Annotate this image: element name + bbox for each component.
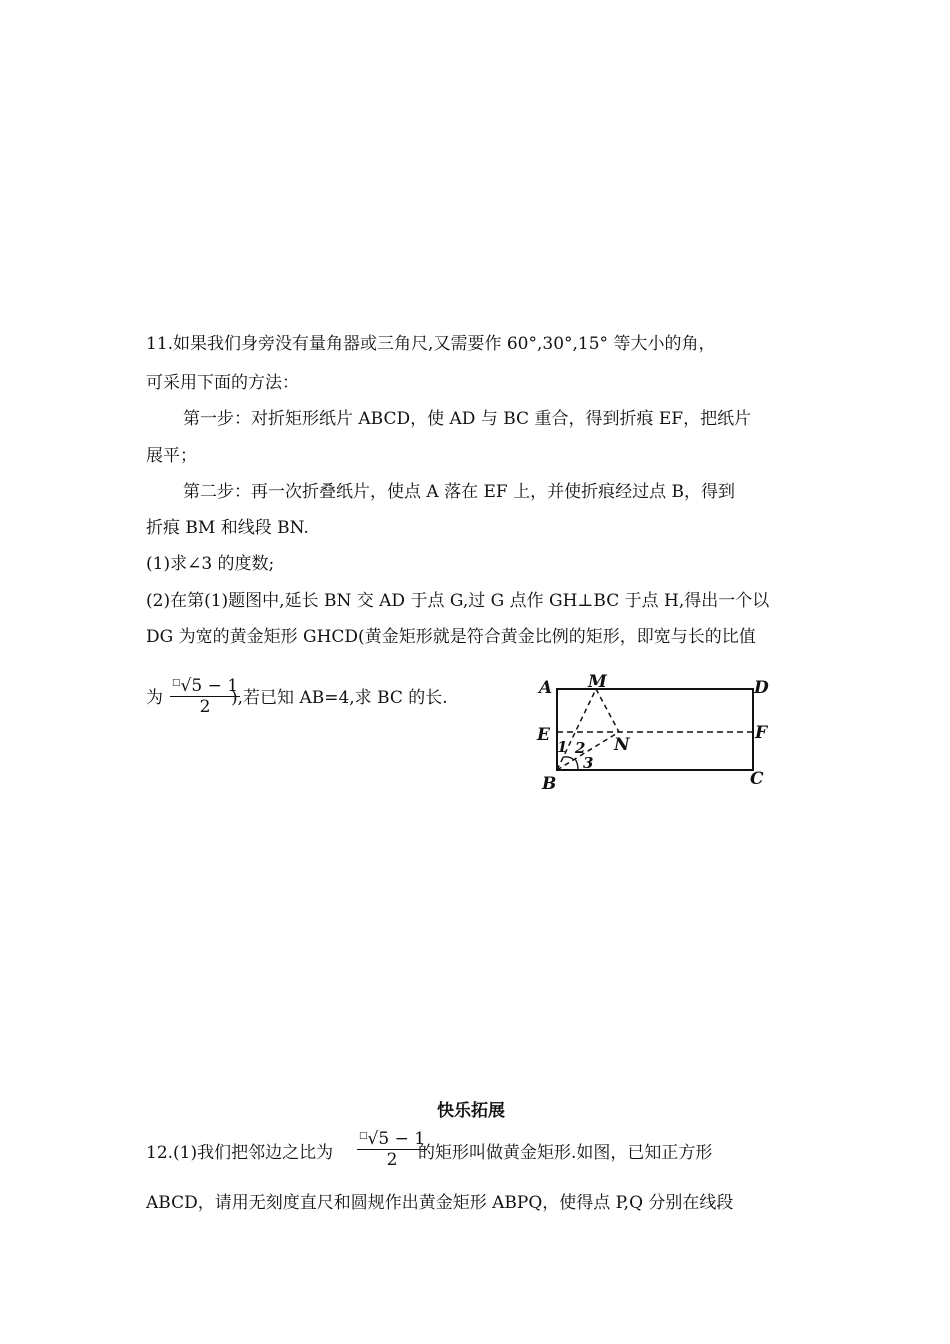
question2-line1: (2)在第(1)题图中,延长 BN 交 AD 于点 G,过 G 点作 GH⊥BC 于点 H,得出一个以	[146, 591, 770, 611]
question2-line3-suffix: ),若已知 AB=4,求 BC 的长.	[231, 688, 448, 708]
placeholder-box-2: □	[359, 1131, 368, 1141]
question1: (1)求∠3 的度数;	[146, 554, 275, 574]
label-m: M	[588, 672, 607, 692]
label-e: E	[537, 725, 550, 745]
problem11-line1: 11.如果我们身旁没有量角器或三角尺,又需要作 60°,30°,15° 等大小的角，	[146, 334, 716, 354]
question2-line3-prefix: 为	[146, 688, 163, 708]
angle-label-3: 3	[583, 754, 594, 772]
golden-ratio-fraction	[170, 676, 240, 717]
label-d: D	[754, 678, 769, 698]
problem12-line1-prefix: 12.(1)我们把邻边之比为	[146, 1143, 334, 1163]
label-b: B	[542, 774, 557, 794]
fraction-denominator-2: 2	[386, 1150, 398, 1170]
fraction-denominator: 2	[199, 697, 211, 717]
label-a: A	[539, 678, 553, 698]
rectangle-abcd	[557, 689, 753, 770]
problem12-line1-suffix: 的矩形叫做黄金矩形.如图，已知正方形	[418, 1143, 713, 1163]
segment-mn	[596, 689, 619, 732]
segment-bn	[557, 732, 619, 770]
label-c: C	[750, 769, 764, 789]
crease-bm	[557, 689, 596, 770]
question2-line2: DG 为宽的黄金矩形 GHCD(黄金矩形就是符合黄金比例的矩形，即宽与长的比值	[146, 627, 756, 647]
step1-line2: 展平；	[146, 446, 197, 466]
angle-label-1: 1	[557, 738, 568, 756]
golden-ratio-fraction-2	[357, 1129, 427, 1170]
problem12-line2: ABCD，请用无刻度直尺和圆规作出黄金矩形 ABPQ，使得点 P,Q 分别在线段	[146, 1193, 734, 1213]
angle-label-2: 2	[575, 739, 586, 757]
step2-line2: 折痕 BM 和线段 BN.	[146, 518, 309, 538]
fraction-numerator-2: √5 − 1	[367, 1129, 426, 1149]
problem11-line2: 可采用下面的方法：	[146, 373, 299, 393]
fraction-numerator: √5 − 1	[180, 676, 239, 696]
section-heading: 快乐拓展	[437, 1101, 505, 1121]
placeholder-box: □	[172, 678, 181, 688]
label-f: F	[755, 723, 768, 743]
label-n: N	[614, 735, 630, 755]
step1-line1: 第一步：对折矩形纸片 ABCD，使 AD 与 BC 重合，得到折痕 EF，把纸片	[183, 409, 752, 429]
step2-line1: 第二步：再一次折叠纸片，使点 A 落在 EF 上，并使折痕经过点 B，得到	[183, 482, 735, 502]
angle-arc-3	[575, 759, 578, 770]
angle-arc-1	[563, 757, 574, 760]
